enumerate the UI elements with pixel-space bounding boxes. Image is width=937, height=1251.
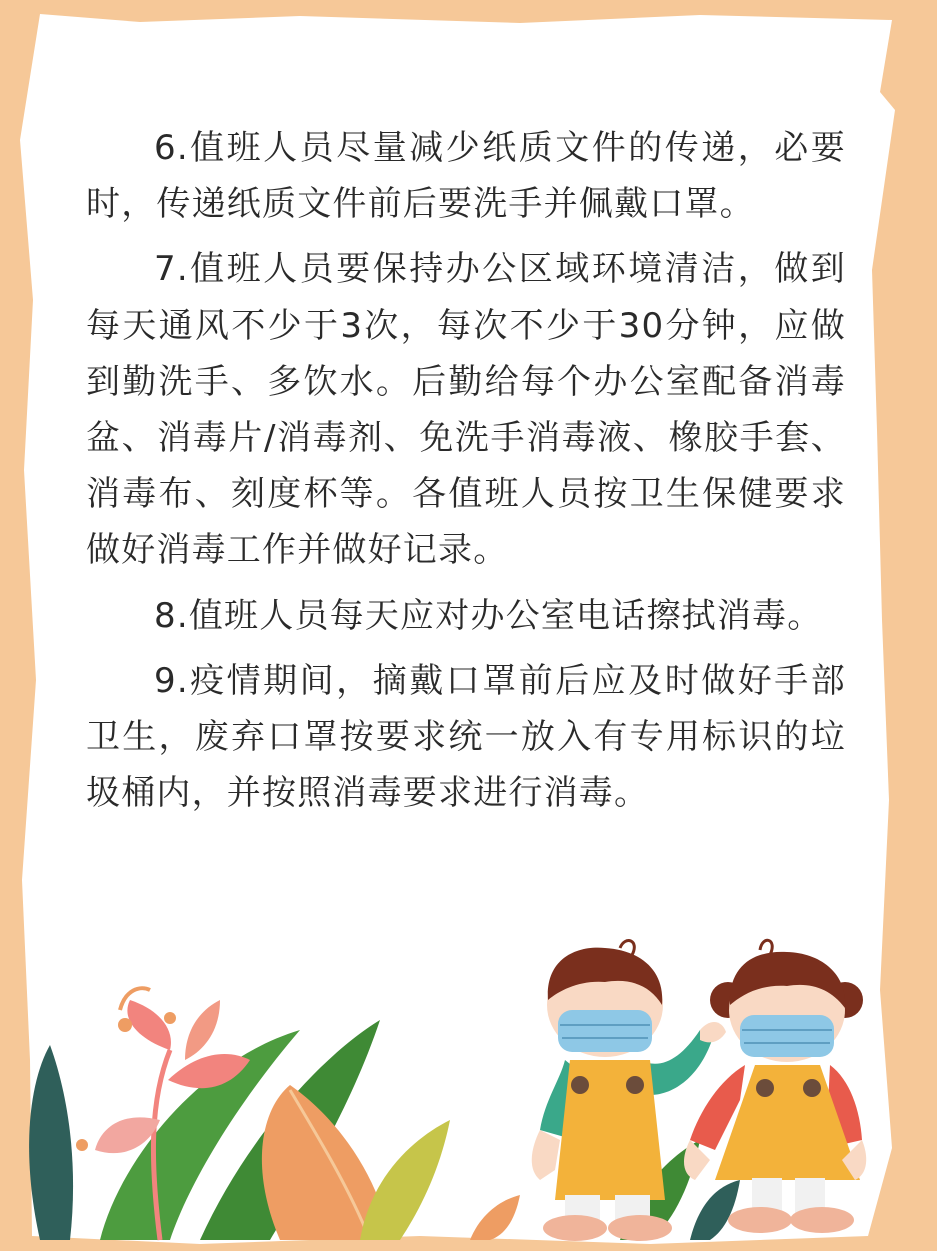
paragraph-7: 7.值班人员要保持办公区域环境清洁，做到每天通风不少于3次，每次不少于30分钟，应做到勤洗手、多饮水。后勤给每个办公室配备消毒盆、消毒片/消毒剂、免洗手消毒液、橡胶手套、消毒布、刻度杯等。各值班人员按卫生保健要求做好消毒工作并做好记录。 [86, 249, 846, 571]
paragraph-6: 6.值班人员尽量减少纸质文件的传递，必要时，传递纸质文件前后要洗手并佩戴口罩。 [86, 128, 846, 225]
paragraph-8: 8.值班人员每天应对办公室电话擦拭消毒。 [154, 595, 823, 636]
document-body [86, 120, 846, 830]
paragraph-9: 9.疫情期间，摘戴口罩前后应及时做好手部卫生，废弃口罩按要求统一放入有专用标识的垃圾桶内，并按照消毒要求进行消毒。 [86, 660, 846, 814]
